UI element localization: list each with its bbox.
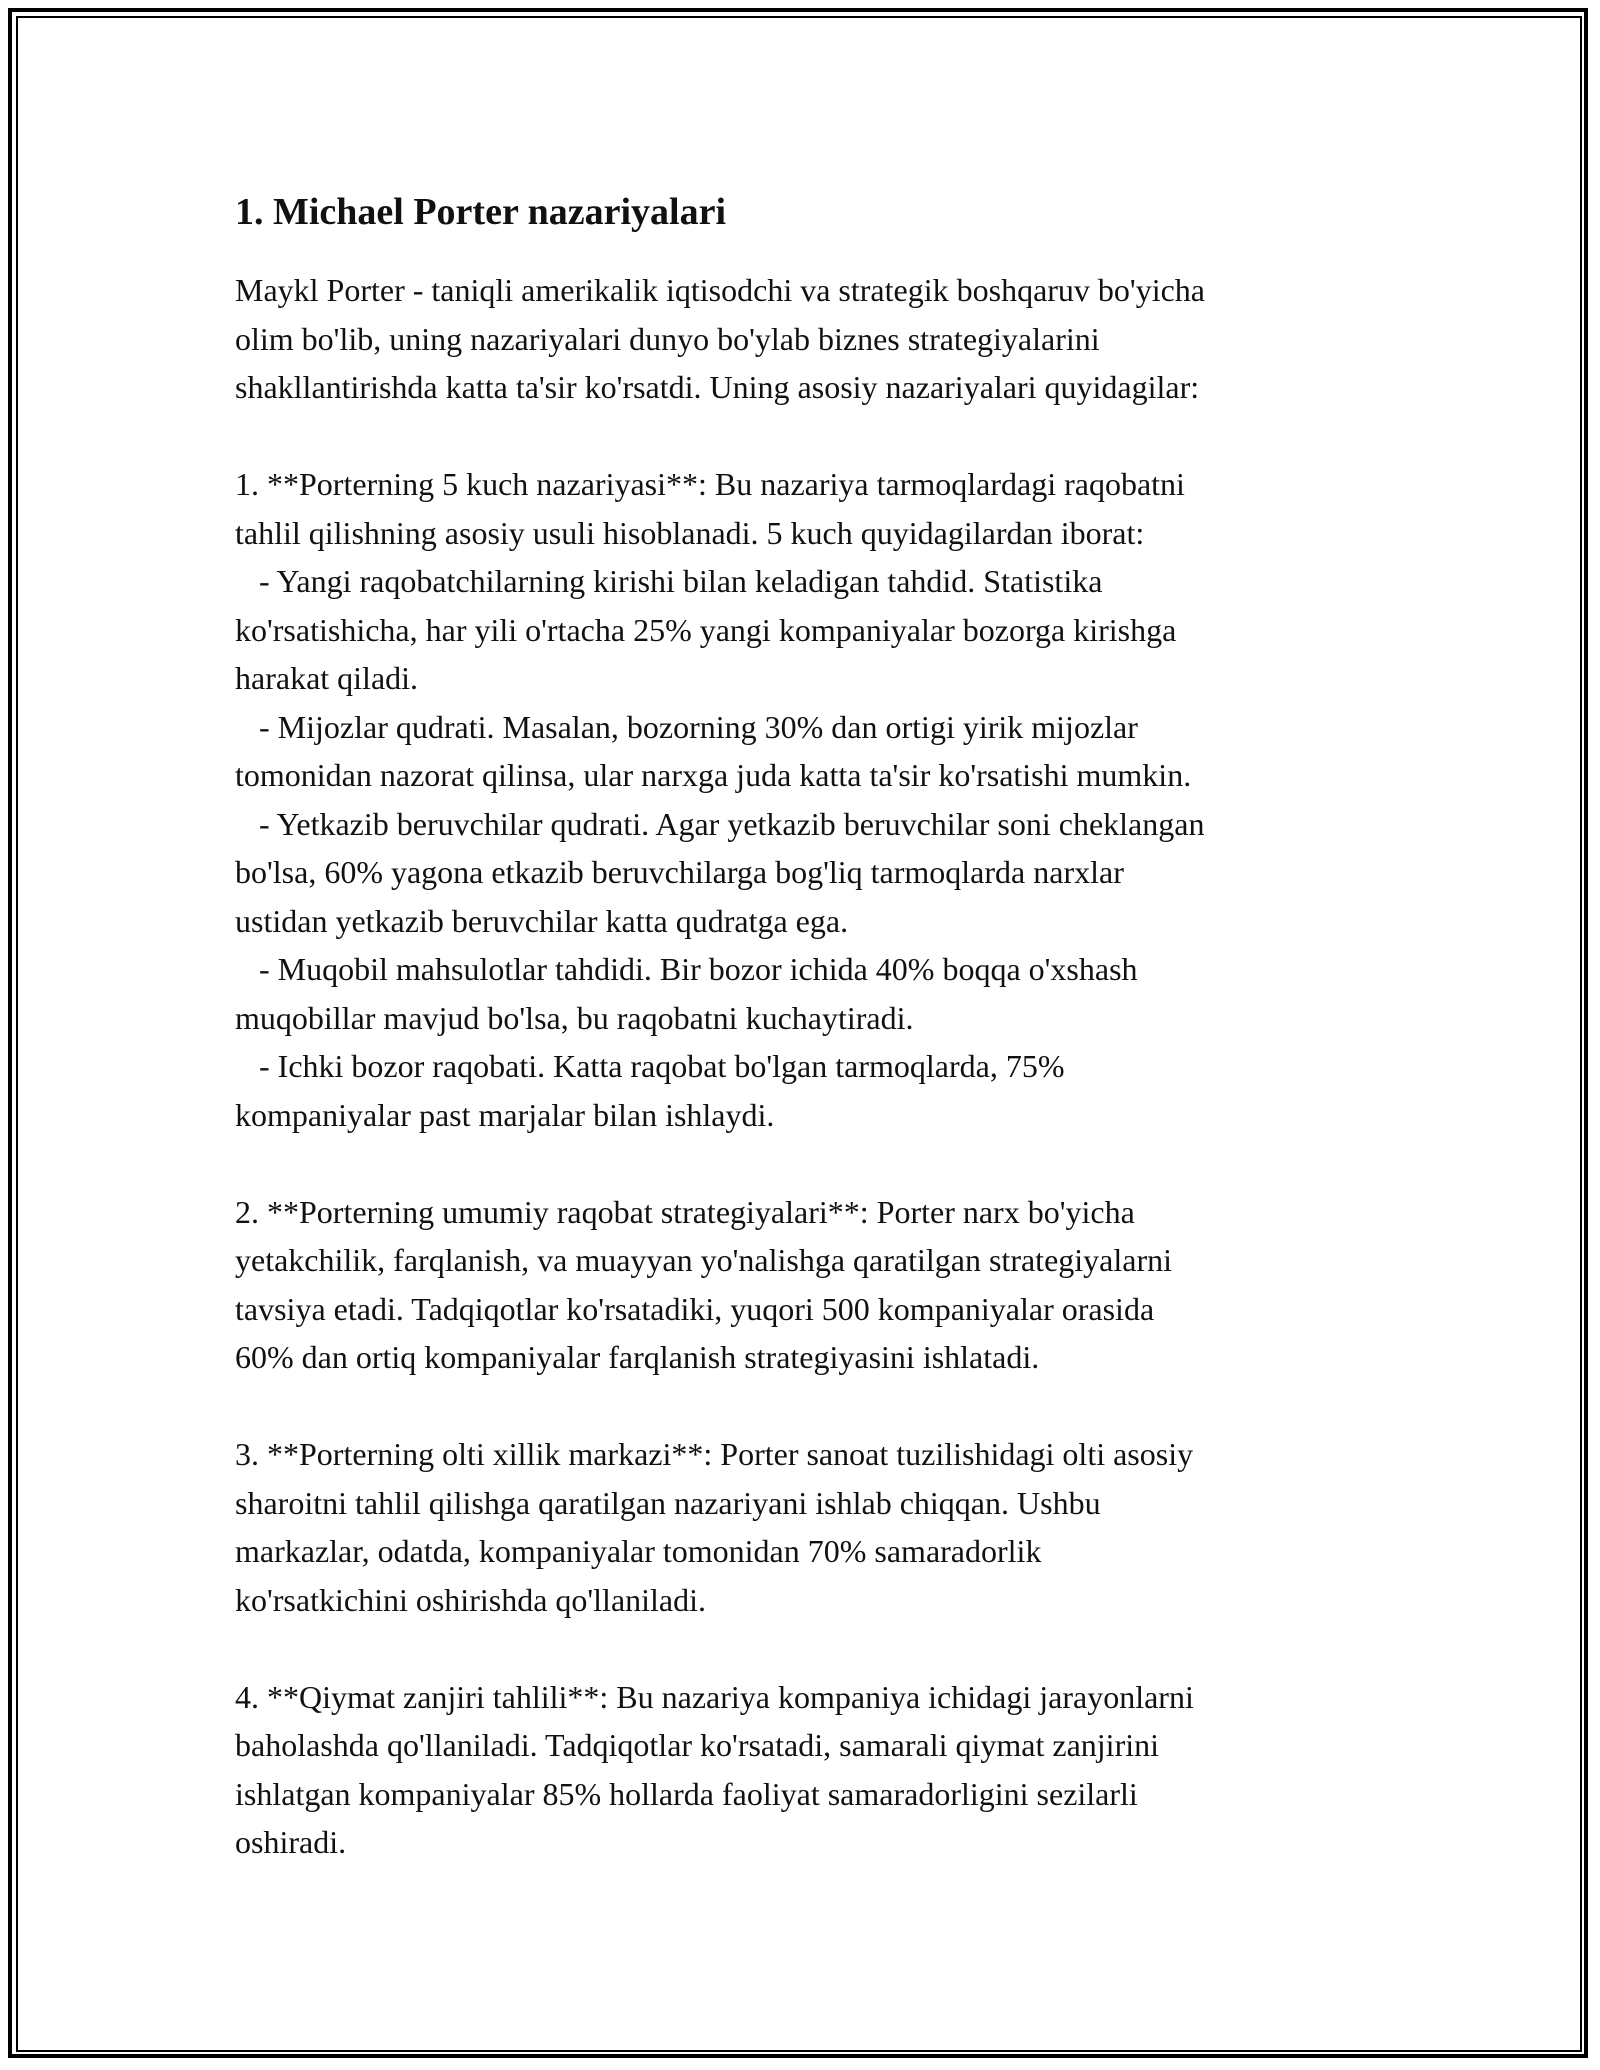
document-title: 1. Michael Porter nazariyalari bbox=[235, 191, 727, 233]
document-body: Maykl Porter - taniqli amerikalik iqtisodchi va strategik boshqaruv bo'yicha olim bo'lib, uning nazariyalari dunyo bo'ylab biznes strategiyalarini shakllantirishda katta ta'sir ko'rsatdi. Uning asosiy nazariyalari quyidagilar: 1. **Porterning 5 kuch nazariyasi**: Bu nazariya tarmoqlardagi raqobatni tahlil qilishning asosiy usuli hisoblanadi. 5 kuch quyidagilardan iborat: - Yangi raqobatchilarning kirishi bilan keladigan tahdid. Statistika ko'rsatishicha, har yili o'rtacha 25% yangi kompaniyalar bozorga kirishga harakat qiladi. - Mijozlar qudrati. Masalan, bozorning 30% dan ortigi yirik mijozlar tomonidan nazorat qilinsa, ular narxga juda katta ta'sir ko'rsatishi mumkin. - Yetkazib beruvchilar qudrati. Agar yetkazib beruvchilar soni cheklangan bo'lsa, 60% yagona etkazib beruvchilarga bog'liq tarmoqlarda narxlar ustidan yetkazib beruvchilar katta qudratga ega. - Muqobil mahsulotlar tahdidi. Bir bozor ichida 40% boqqa o'xshash muqobillar mavjud bo'lsa, bu raqobatni kuchaytiradi. - Ichki bozor raqobati. Katta raqobat bo'lgan tarmoqlarda, 75% kompaniyalar past marjalar bilan ishlaydi. 2. **Porterning umumiy raqobat strategiyalari**: Porter narx bo'yicha yetakchilik, farqlanish, va muayyan yo'nalishga qaratilgan strategiyalarni tavsiya etadi. Tadqiqotlar ko'rsatadiki, yuqori 500 kompaniyalar orasida 60% dan ortiq kompaniyalar farqlanish strategiyasini ishlatadi. 3. **Porterning olti xillik markazi**: Porter sanoat tuzilishidagi olti asosiy sharoitni tahlil qilishga qaratilgan nazariyani ishlab chiqqan. Ushbu markazlar, odatda, kompaniyalar tomonidan 70% samaradorlik ko'rsatkichini oshirishda qo'llaniladi. 4. **Qiymat zanjiri tahlili**: Bu nazariya kompaniya ichidagi jarayonlarni baholashda qo'llaniladi. Tadqiqotlar ko'rsatadi, samarali qiymat zanjirini ishlatgan kompaniyalar 85% hollarda faoliyat samaradorligini sezilarli oshiradi. bbox=[235, 272, 1205, 1860]
document-content bbox=[235, 186, 1365, 1867]
